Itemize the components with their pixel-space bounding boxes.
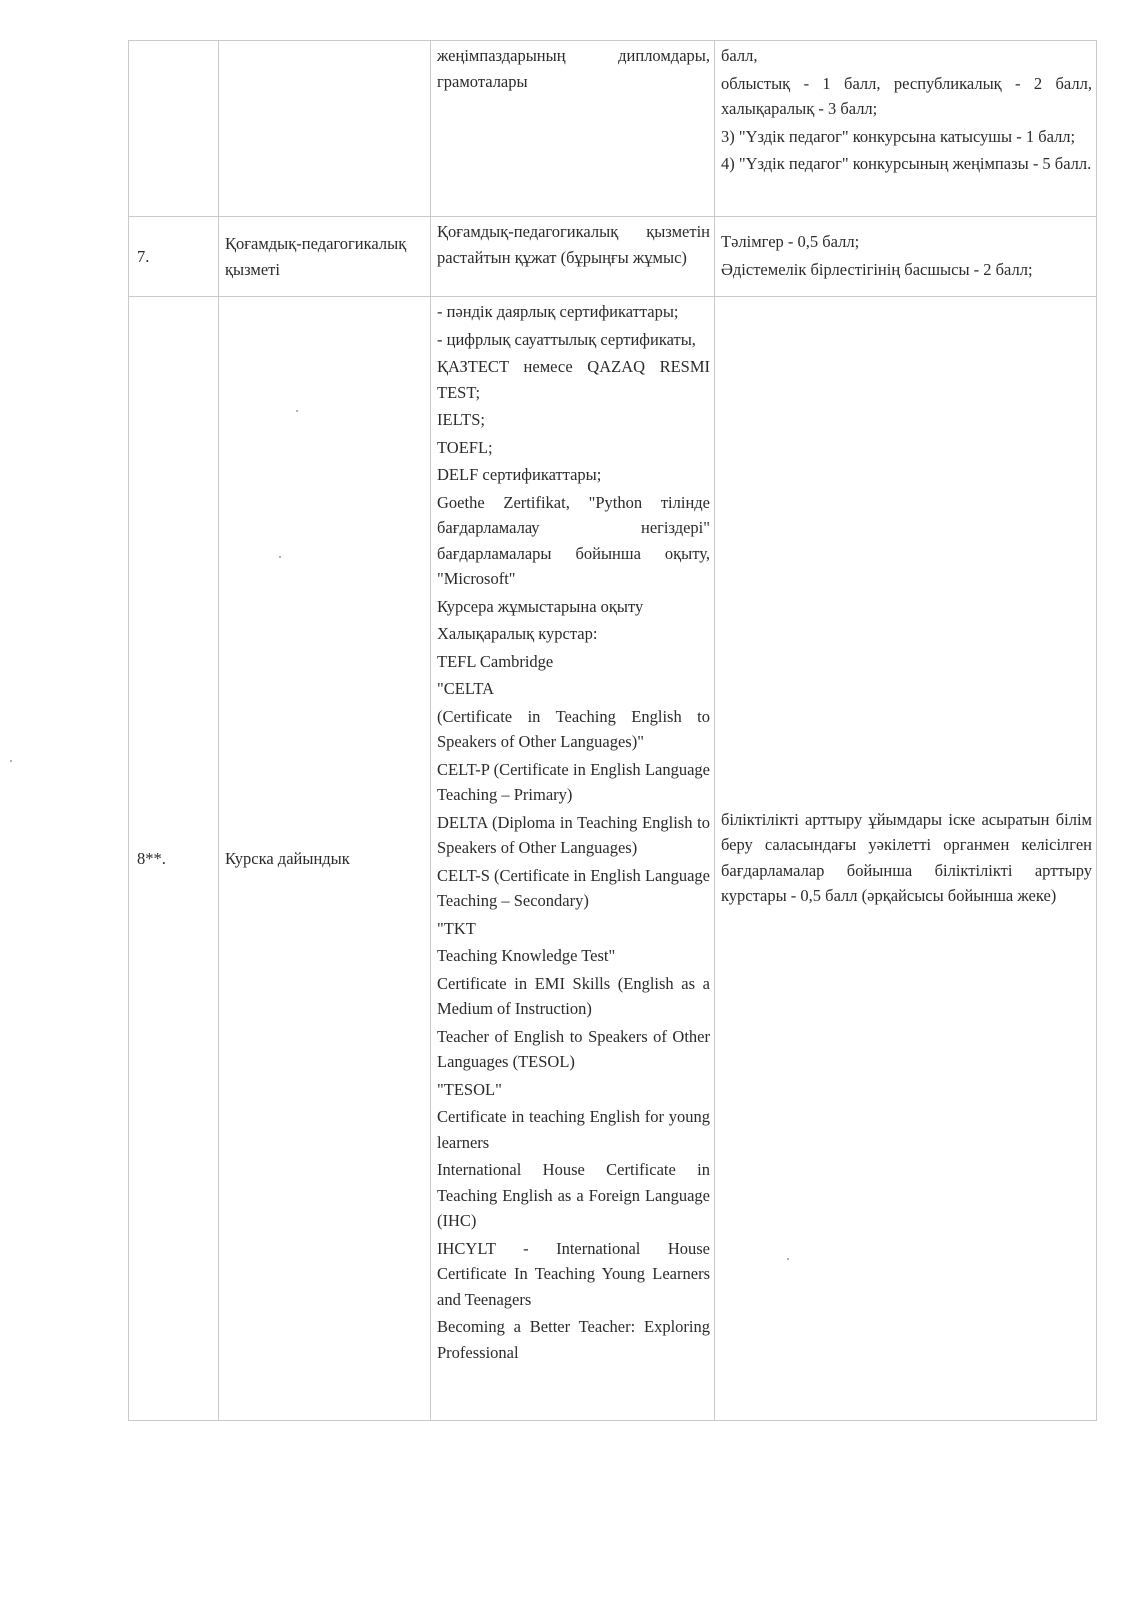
- table-row: [129, 217, 1097, 297]
- document-item: Becoming a Better Teacher: Exploring Professional: [437, 1317, 710, 1362]
- document-item: DELTA (Diploma in Teaching English to Speakers of Other Languages): [437, 812, 710, 857]
- document-item: "CELTA: [437, 679, 495, 698]
- points-cell: [715, 297, 1097, 1421]
- document-item: Certificate in teaching English for young learners: [437, 1107, 710, 1152]
- criterion-name: Курска дайындык: [225, 848, 350, 868]
- document-item: Курсера жұмыстарына оқыту: [437, 596, 644, 616]
- document-item: CELT-P (Certificate in English Language Teaching – Primary): [437, 759, 710, 804]
- document-item: "TESOL": [437, 1079, 502, 1099]
- table-row: [129, 41, 1097, 217]
- points-cell: [715, 41, 1097, 217]
- scan-speck: [787, 1258, 789, 1260]
- document-item: - пәндік даярлық сертификаттары;: [437, 302, 679, 321]
- document-item: жеңімпаздарының дипломдары, грамоталары: [437, 46, 710, 91]
- document-item: Certificate in EMI Skills (English as a Medium of Instruction): [437, 973, 710, 1018]
- row-number-cell: [129, 217, 219, 297]
- row-number: [129, 41, 218, 45]
- criterion-name: Қоғамдық-педагогикалық қызметі: [225, 234, 407, 279]
- scan-speck: [10, 760, 12, 762]
- row-number-cell: [129, 297, 219, 1421]
- document-item: Goethe Zertifikat, "Python тілінде бағдарламалау негіздері" бағдарламалары бойынша оқыту, "Microsoft": [437, 492, 710, 588]
- points-item: 3) "Үздік педагог" конкурсына катысушы - 1 балл;: [721, 126, 1076, 146]
- points-cell: [715, 217, 1097, 297]
- document-item: ҚАЗТЕСТ немесе QAZAQ RESMI TEST;: [437, 357, 710, 402]
- criterion-cell: [219, 217, 431, 297]
- document-item: CELT-S (Certificate in English Language Teaching – Secondary): [437, 865, 710, 910]
- row-number: 7.: [137, 246, 150, 266]
- points-item: 4) "Үздік педагог" конкурсының жеңімпазы - 5 балл.: [721, 154, 1092, 173]
- points-item: балл,: [721, 46, 758, 65]
- documents-cell: [431, 297, 715, 1421]
- documents-cell: [431, 217, 715, 297]
- row-number-cell: [129, 41, 219, 217]
- document-item: Қоғамдық-педагогикалық қызметін растайтын құжат (бұрыңғы жұмыс): [437, 222, 710, 267]
- document-item: (Certificate in Teaching English to Speakers of Other Languages)": [437, 706, 710, 751]
- document-item: IELTS;: [437, 410, 485, 429]
- document-item: Teacher of English to Speakers of Other Languages (TESOL): [437, 1026, 710, 1071]
- criteria-table: [128, 40, 1097, 1421]
- document-item: IHCYLT - International House Certificate In Teaching Young Learners and Teenagers: [437, 1238, 710, 1309]
- document-item: International House Certificate in Teaching English as a Foreign Language (IHC): [437, 1160, 710, 1230]
- points-item: облыстық - 1 балл, республикалық - 2 балл, халықаралық - 3 балл;: [721, 73, 1092, 118]
- points-item: Әдістемелік бірлестігінің басшысы - 2 балл;: [721, 259, 1033, 279]
- points-item: біліктілікті арттыру ұйымдары іске асыратын білім беру саласындағы уәкілетті органмен келісілген бағдарламалар бойынша біліктілікті арттыру курстары - 0,5 балл (әрқайсысы бойынша жеке): [721, 809, 1092, 905]
- scan-speck: [296, 410, 298, 412]
- criterion-cell: [219, 297, 431, 1421]
- document-item: "TKT: [437, 918, 476, 938]
- documents-cell: [431, 41, 715, 217]
- row-number: 8**.: [137, 848, 166, 868]
- document-item: TOEFL;: [437, 437, 493, 457]
- document-item: TEFL Cambridge: [437, 651, 554, 671]
- criterion-name: [219, 41, 430, 45]
- document-item: Teaching Knowledge Test": [437, 946, 616, 965]
- criterion-cell: [219, 41, 431, 217]
- document-item: - цифрлық сауаттылық сертификаты,: [437, 329, 696, 349]
- points-item: Тәлімгер - 0,5 балл;: [721, 232, 860, 251]
- scan-speck: [279, 556, 281, 558]
- table-row: [129, 297, 1097, 1421]
- document-item: DELF сертификаттары;: [437, 465, 602, 484]
- document-item: Халықаралық курстар:: [437, 624, 598, 643]
